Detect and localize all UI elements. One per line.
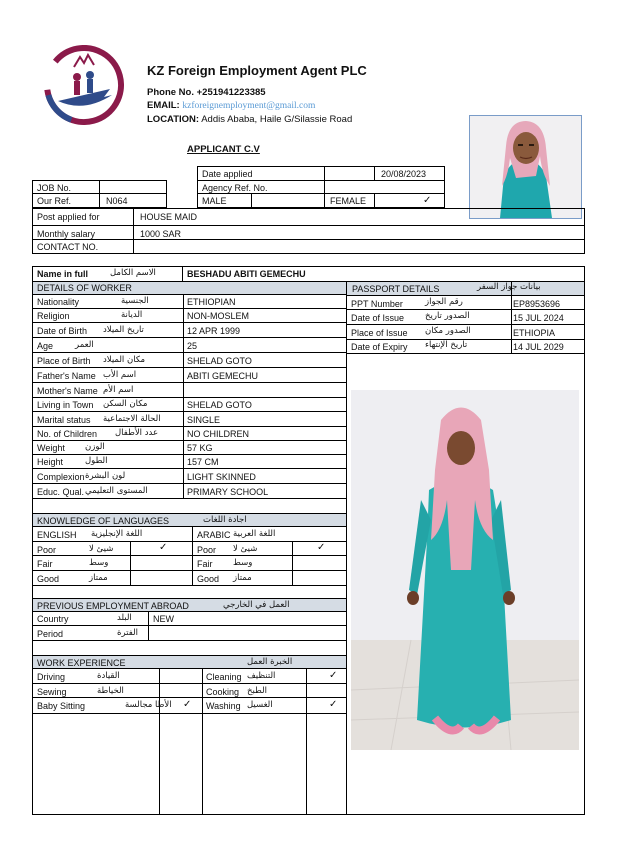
- worker-row: [33, 295, 346, 309]
- language-en-level: Poor: [37, 545, 57, 555]
- passport-header-label: PASSPORT DETAILS: [352, 284, 440, 294]
- passport-row-value: ETHIOPIA: [513, 328, 556, 338]
- experience-right-check-icon: ✓: [329, 699, 338, 710]
- worker-row-value: 12 APR 1999: [187, 325, 241, 336]
- country-label-ar: البلد: [117, 613, 132, 623]
- column-divider: [346, 281, 347, 815]
- worker-row-label: Date of Birth: [37, 325, 88, 336]
- worker-row: [33, 398, 346, 412]
- language-ar-check-icon: ✓: [317, 542, 326, 553]
- arabic-label-ar: اللغة العربية: [233, 529, 276, 539]
- experience-header-label: WORK EXPERIENCE: [37, 658, 126, 668]
- worker-row-label: Marital status: [37, 414, 91, 425]
- previous-header-label: PREVIOUS EMPLOYMENT ABROAD: [37, 601, 189, 611]
- worker-row-value: LIGHT SKINNED: [187, 471, 256, 482]
- applicant-full-body-photo: [351, 390, 579, 750]
- worker-row-value: ABITI GEMECHU: [187, 370, 259, 381]
- female-check-cell: [374, 193, 445, 208]
- worker-header-label: DETAILS OF WORKER: [37, 283, 132, 293]
- worker-row-value: ETHIOPIAN: [187, 297, 236, 307]
- female-label: FEMALE: [330, 196, 367, 206]
- name-label: Name in full: [37, 269, 89, 279]
- date-applied-blank-cell: [324, 166, 375, 181]
- passport-row-label: Date of Expiry: [351, 342, 408, 352]
- our-ref-label-cell: [32, 193, 100, 208]
- male-check-cell: [251, 193, 325, 208]
- salary-value: 1000 SAR: [140, 229, 182, 239]
- post-label-cell: [32, 208, 134, 226]
- language-ar-level: Good: [197, 574, 220, 584]
- job-no-label-cell: [32, 180, 100, 194]
- worker-row-label: Weight: [37, 443, 65, 453]
- cv-title: APPLICANT C.V: [187, 144, 260, 155]
- period-label: Period: [37, 629, 64, 639]
- our-ref-value: N064: [106, 196, 128, 206]
- worker-row-value: SINGLE: [187, 414, 221, 425]
- company-logo: [44, 45, 124, 125]
- post-value: HOUSE MAID: [140, 212, 198, 222]
- worker-row-label: Nationality: [37, 297, 80, 307]
- passport-row: [347, 296, 584, 310]
- previous-period-row: [33, 626, 346, 641]
- passport-row: [347, 339, 584, 354]
- company-email: [147, 101, 315, 112]
- worker-row-label: Complexion: [37, 471, 85, 482]
- worker-row-label: Religion: [37, 311, 70, 321]
- worker-row-label: Living in Town: [37, 400, 94, 410]
- male-label: MALE: [202, 196, 227, 206]
- language-row: [33, 571, 346, 586]
- worker-row-value: 57 KG: [187, 443, 213, 453]
- phone-value: +251941223385: [196, 87, 266, 98]
- experience-right-check-icon: ✓: [329, 670, 338, 681]
- worker-row: [33, 412, 346, 427]
- worker-row-label: Mother's Name: [37, 385, 98, 396]
- worker-row: [33, 441, 346, 455]
- passport-row-label: PPT Number: [351, 299, 403, 309]
- previous-country-row: [33, 612, 346, 626]
- company-name: KZ Foreign Employment Agent PLC: [147, 63, 367, 78]
- experience-row: [33, 698, 346, 714]
- english-label: ENGLISH: [37, 530, 77, 540]
- location-label: LOCATION:: [147, 114, 200, 125]
- experience-right-label: Cooking: [206, 687, 240, 697]
- name-value-cell: [183, 266, 585, 282]
- worker-row-value: 157 CM: [187, 457, 219, 467]
- applicant-portrait-photo: [469, 115, 582, 219]
- job-no-label: JOB No.: [37, 183, 72, 193]
- worker-row: [33, 368, 346, 383]
- language-row: [33, 556, 346, 571]
- language-row: [33, 542, 346, 556]
- worker-row-label-ar: عدد الأطفال: [115, 428, 159, 438]
- agency-ref-label-cell: [197, 180, 325, 194]
- passport-row-value: 15 JUL 2024: [513, 313, 564, 323]
- our-ref-value-cell: [99, 193, 167, 208]
- worker-row-label: Place of Birth: [37, 355, 91, 366]
- worker-row-label-ar: مكان الميلاد: [103, 354, 146, 365]
- worker-row: [33, 427, 346, 441]
- worker-row-value: PRIMARY SCHOOL: [187, 486, 269, 497]
- worker-row: [33, 484, 346, 499]
- country-label: Country: [37, 614, 69, 624]
- worker-row-value: SHELAD GOTO: [187, 400, 252, 410]
- worker-row-label: Father's Name: [37, 370, 96, 381]
- passport-row-label: Date of Issue: [351, 313, 405, 323]
- previous-divider: [148, 612, 149, 641]
- experience-right-label-ar: التنظيف: [247, 671, 276, 681]
- worker-row: [33, 383, 346, 398]
- female-label-cell: [324, 193, 375, 208]
- phone-label: Phone No.: [147, 87, 194, 98]
- language-ar-level-ar: ممتاز: [233, 573, 252, 583]
- passport-row-label-ar: الصدور مكان: [425, 326, 471, 336]
- agency-ref-label: Agency Ref. No.: [202, 183, 268, 193]
- experience-right-label-ar: الطبخ: [247, 686, 267, 696]
- experience-header-ar: الخبرة العمل: [247, 657, 293, 667]
- languages-col-header: [33, 527, 346, 542]
- passport-row: [347, 310, 584, 325]
- worker-row-label: Age: [37, 340, 54, 351]
- experience-left-label: Sewing: [37, 687, 67, 697]
- worker-row-label-ar: الجنسية: [121, 296, 149, 306]
- language-ar-level: Fair: [197, 559, 213, 569]
- date-applied-value: 20/08/2023: [381, 169, 427, 179]
- english-label-ar: اللغة الإنجليزية: [91, 529, 143, 539]
- experience-left-label-ar: القيادة: [97, 671, 120, 681]
- worker-row-label: Height: [37, 457, 64, 467]
- language-en-level-ar: وسط: [89, 558, 109, 568]
- post-value-cell: [133, 208, 585, 226]
- experience-right-label: Washing: [206, 701, 241, 711]
- agency-ref-value-cell: [324, 180, 445, 194]
- language-en-level-ar: ممتاز: [89, 573, 108, 583]
- language-ar-level-ar: شيئ لا: [233, 544, 258, 554]
- location-value: Addis Ababa, Haile G/Silassie Road: [201, 114, 353, 125]
- name-label-cell: [32, 266, 183, 282]
- worker-row-label-ar: اسم الأب: [103, 369, 137, 380]
- worker-row: [33, 309, 346, 323]
- contact-value-cell: [133, 239, 585, 254]
- passport-row-label: Place of Issue: [351, 328, 408, 338]
- email-label: EMAIL:: [147, 100, 180, 111]
- date-applied-value-cell: [374, 166, 445, 181]
- worker-row-label-ar: الطول: [85, 456, 108, 466]
- experience-right-label: Cleaning: [206, 672, 242, 682]
- period-label-ar: الفترة: [117, 628, 138, 638]
- language-en-level: Good: [37, 574, 60, 584]
- salary-label-cell: [32, 225, 134, 240]
- worker-row-label-ar: الوزن: [85, 442, 105, 452]
- post-label: Post applied for: [37, 212, 100, 222]
- experience-row: [33, 684, 346, 698]
- passport-value-divider: [511, 282, 512, 354]
- experience-header: [33, 655, 346, 669]
- worker-row-label-ar: لون البشرة: [85, 470, 126, 481]
- worker-row: [33, 353, 346, 368]
- language-ar-level-ar: وسط: [233, 558, 253, 568]
- name-value: BESHADU ABITI GEMECHU: [187, 269, 306, 279]
- language-en-check-icon: ✓: [159, 542, 168, 553]
- worker-row-label-ar: العمر: [75, 339, 94, 350]
- company-location: [147, 115, 352, 125]
- worker-row-label-ar: تاريخ الميلاد: [103, 324, 144, 335]
- worker-row-value: NO CHILDREN: [187, 429, 250, 439]
- worker-row-label-ar: المستوى التعليمي: [85, 485, 148, 496]
- language-en-level-ar: شيئ لا: [89, 544, 114, 554]
- name-label-ar: الاسم الكامل: [110, 268, 156, 278]
- arabic-label: ARABIC: [197, 530, 231, 540]
- passport-header-ar: بيانات جواز السفر: [477, 282, 541, 292]
- worker-row-value: 25: [187, 340, 198, 351]
- worker-row-label: No. of Children: [37, 429, 98, 439]
- languages-header: [33, 513, 346, 527]
- contact-label: CONTACT NO.: [37, 242, 99, 252]
- experience-left-label: Driving: [37, 672, 66, 682]
- previous-header-ar: العمل في الخارجي: [223, 600, 290, 610]
- worker-row: [33, 323, 346, 338]
- passport-header: [347, 282, 584, 296]
- worker-row: [33, 455, 346, 469]
- language-en-level: Fair: [37, 559, 53, 569]
- worker-row: [33, 469, 346, 484]
- worker-row-label-ar: مكان السكن: [103, 399, 148, 409]
- job-no-value-cell: [99, 180, 167, 194]
- male-label-cell: [197, 193, 252, 208]
- worker-row-label-ar: اسم الأم: [103, 384, 134, 395]
- our-ref-label: Our Ref.: [37, 196, 72, 206]
- worker-row-label: Educ. Qual.: [37, 486, 85, 497]
- experience-left-label: Baby Sitting: [37, 701, 86, 711]
- salary-value-cell: [133, 225, 585, 240]
- female-check-icon: ✓: [423, 195, 432, 206]
- language-ar-level: Poor: [197, 545, 217, 555]
- experience-left-label-ar: الأطا مجالسة: [125, 700, 172, 710]
- email-link[interactable]: kzforeignemployment@gmail.com: [182, 101, 316, 111]
- contact-label-cell: [32, 239, 134, 254]
- passport-row-value: EP8953696: [513, 299, 561, 309]
- passport-row: [347, 325, 584, 340]
- experience-right-label-ar: الغسيل: [247, 700, 273, 710]
- experience-row: [33, 669, 346, 684]
- passport-row-label-ar: تاريخ الإنتهاء: [425, 340, 468, 350]
- worker-row-value: SHELAD GOTO: [187, 355, 252, 366]
- company-phone: [147, 88, 266, 98]
- date-applied-label: Date applied: [202, 169, 253, 179]
- languages-header-label: KNOWLEDGE OF LANGUAGES: [37, 516, 170, 526]
- passport-row-label-ar: الصدور تاريخ: [425, 311, 470, 321]
- previous-header: [33, 598, 346, 612]
- date-applied-label-cell: [197, 166, 325, 181]
- country-value: NEW: [153, 614, 174, 624]
- passport-row-value: 14 JUL 2029: [513, 342, 564, 352]
- worker-header: [33, 282, 346, 295]
- experience-left-label-ar: الخياطة: [97, 686, 124, 696]
- worker-row: [33, 338, 346, 353]
- passport-row-label-ar: رقم الجواز: [425, 297, 463, 307]
- salary-label: Monthly salary: [37, 229, 96, 239]
- worker-row-label-ar: الديانة: [121, 310, 143, 320]
- worker-row-label-ar: الحالة الاجتماعية: [103, 413, 161, 424]
- languages-header-ar: اجادة اللغات: [203, 515, 247, 525]
- worker-value-divider: [183, 295, 184, 499]
- experience-left-check-icon: ✓: [183, 699, 192, 710]
- worker-row-value: NON-MOSLEM: [187, 311, 250, 321]
